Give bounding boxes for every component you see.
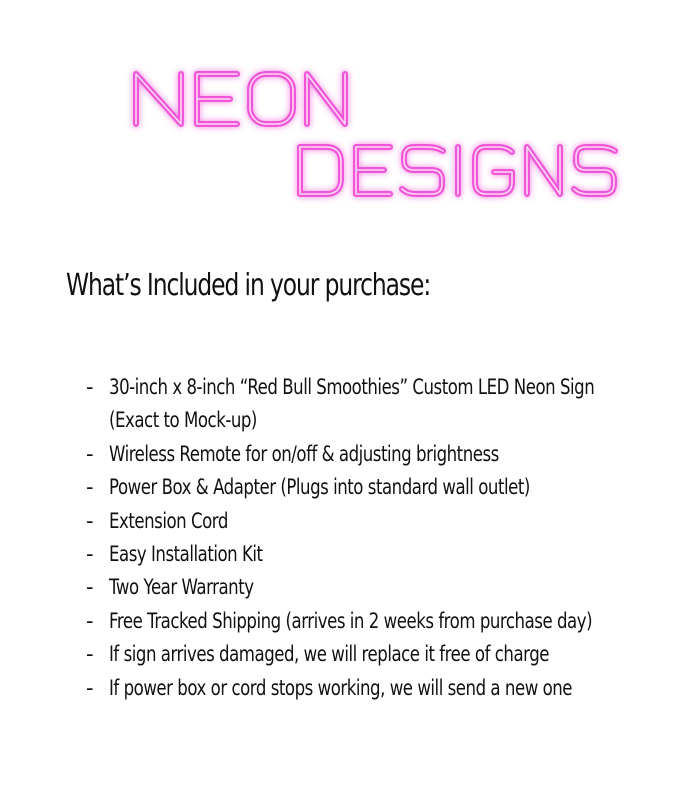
bullet-dash: - bbox=[86, 475, 93, 500]
bullet-dash: - bbox=[86, 508, 93, 533]
bullet-dash: - bbox=[86, 441, 93, 466]
list-item-text: Free Tracked Shipping (arrives in 2 weeks from purchase day) bbox=[109, 608, 593, 633]
list-item bbox=[86, 471, 646, 504]
list-item bbox=[86, 438, 646, 471]
list-item-text: Extension Cord bbox=[109, 508, 228, 533]
neon-word bbox=[136, 74, 345, 124]
list-item-text: Two Year Warranty bbox=[109, 575, 254, 600]
list-item-line: 30-inch x 8-inch “Red Bull Smoothies” Custom LED Neon Sign bbox=[109, 375, 595, 399]
designs-word bbox=[300, 147, 615, 194]
list-item-text: If power box or cord stops working, we will send a new one bbox=[109, 675, 573, 700]
bullet-dash: - bbox=[86, 375, 93, 399]
neon-logo-graphic bbox=[0, 0, 694, 230]
list-item bbox=[86, 605, 646, 638]
list-item-text: Power Box & Adapter (Plugs into standard wall outlet) bbox=[109, 475, 530, 500]
bullet-dash: - bbox=[86, 642, 93, 667]
list-item-text: Easy Installation Kit bbox=[109, 542, 263, 567]
list-item bbox=[86, 371, 646, 438]
list-item bbox=[86, 538, 646, 571]
neon-designs-logo bbox=[0, 0, 694, 230]
list-item bbox=[86, 638, 646, 671]
list-item bbox=[86, 505, 646, 538]
list-item bbox=[86, 571, 646, 604]
bullet-dash: - bbox=[86, 542, 93, 567]
list-item-text bbox=[109, 371, 594, 438]
included-items-list bbox=[86, 371, 646, 705]
list-item-text: If sign arrives damaged, we will replace it free of charge bbox=[109, 642, 549, 667]
bullet-dash: - bbox=[86, 575, 93, 600]
bullet-dash: - bbox=[86, 675, 93, 700]
list-item bbox=[86, 672, 646, 705]
bullet-dash: - bbox=[86, 608, 93, 633]
list-item-text: Wireless Remote for on/off & adjusting brightness bbox=[109, 441, 499, 466]
included-heading: What’s Included in your purchase: bbox=[66, 268, 431, 303]
list-item-line-2: (Exact to Mock-up) bbox=[109, 408, 257, 433]
